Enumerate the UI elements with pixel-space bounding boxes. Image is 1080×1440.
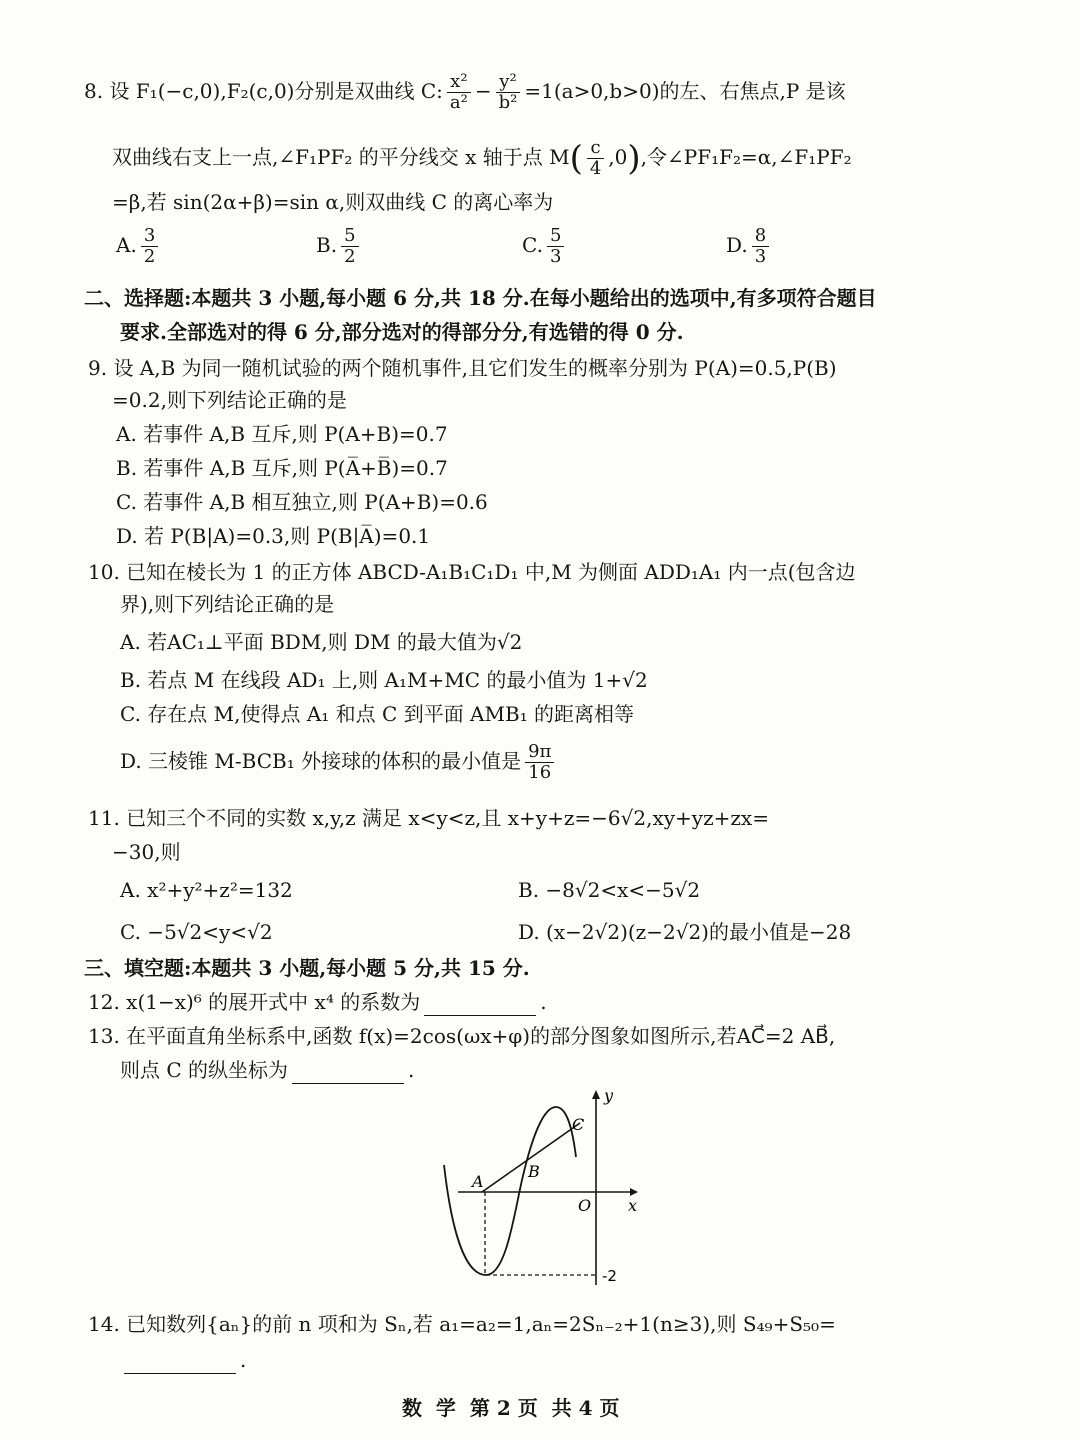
- q12-text: 12. x(1−x)⁶ 的展开式中 x⁴ 的系数为: [88, 990, 421, 1014]
- label-y-tick: -2: [602, 1267, 617, 1285]
- page-footer: 数 学 第 2 页 共 4 页: [402, 1396, 620, 1420]
- q8-option-b-den: 2: [344, 246, 356, 267]
- q8-line1-tail: =1(a>0,b>0)的左、右焦点,P 是该: [524, 79, 846, 103]
- q8-line2-tail: ,0: [608, 145, 628, 169]
- q13-line2-text: 则点 C 的纵坐标为: [120, 1058, 289, 1082]
- y-axis-arrow: [592, 1090, 600, 1099]
- q13-line2: [120, 1056, 414, 1084]
- q9-option-d: D. 若 P(B|A)=0.3,则 P(B|A̅)=0.1: [116, 524, 431, 548]
- q8-option-b-num: 5: [341, 226, 358, 247]
- q8-option-a-num: 3: [141, 226, 158, 247]
- q8-option-d-label: D.: [726, 233, 748, 257]
- q10-option-c: C. 存在点 M,使得点 A₁ 和点 C 到平面 AMB₁ 的距离相等: [120, 702, 635, 726]
- q8-frac-y2b2: [496, 72, 521, 113]
- q10-option-d-frac: [525, 742, 554, 783]
- q8-option-d-den: 3: [754, 246, 767, 267]
- q8-paren-open: (: [569, 138, 583, 179]
- q12-answer-blank[interactable]: [424, 995, 536, 1016]
- q10-line1: 10. 已知在棱长为 1 的正方体 ABCD-A₁B₁C₁D₁ 中,M 为侧面 ADD₁A₁ 内一点(包含边: [88, 560, 856, 584]
- q9-line2: =0.2,则下列结论正确的是: [112, 388, 347, 412]
- section2-heading-line1: 二、选择题:本题共 3 小题,每小题 6 分,共 18 分.在每小题给出的选项中,有多项符合题目: [84, 286, 877, 310]
- q9-option-b: B. 若事件 A,B 互斥,则 P(A̅+B̅)=0.7: [116, 456, 448, 480]
- q8-line1-head: 8. 设 F₁(−c,0),F₂(c,0)分别是双曲线 C:: [84, 79, 443, 103]
- line-ac: [482, 1123, 580, 1192]
- q13-function-graph: [430, 1085, 650, 1285]
- q8-option-b-frac: [341, 226, 358, 267]
- q10-option-d-den: 16: [528, 762, 552, 783]
- q8-frac-x2a2: [447, 72, 471, 113]
- q12-end: .: [540, 990, 547, 1014]
- q11-option-b: B. −8√2<x<−5√2: [518, 878, 701, 902]
- section2-heading-line2: 要求.全部选对的得 6 分,部分选对的得部分分,有选错的得 0 分.: [120, 320, 684, 344]
- q14-line2: [120, 1346, 246, 1374]
- q8-frac2-den: b²: [498, 92, 518, 113]
- label-point-c: C: [572, 1115, 585, 1134]
- label-origin: O: [578, 1196, 592, 1215]
- q8-frac2-num: y²: [496, 72, 521, 93]
- q13-end: .: [408, 1058, 415, 1082]
- q8-option-a-label: A.: [116, 233, 137, 257]
- q10-option-b: B. 若点 M 在线段 AD₁ 上,则 A₁M+MC 的最小值为 1+√2: [120, 668, 648, 692]
- q14-answer-blank[interactable]: [124, 1353, 236, 1374]
- q10-option-d: [120, 742, 558, 783]
- q8-option-b-label: B.: [316, 233, 338, 257]
- q10-line2: 界),则下列结论正确的是: [120, 592, 335, 616]
- q10-option-d-text: D. 三棱锥 M-BCB₁ 外接球的体积的最小值是: [120, 749, 522, 773]
- label-y: y: [604, 1086, 614, 1105]
- q14-end: .: [240, 1348, 247, 1372]
- q8-line2: [112, 138, 852, 179]
- q8-paren-close: ): [627, 138, 641, 179]
- q8-line1: [84, 72, 846, 113]
- q8-mfrac-den: 4: [589, 158, 602, 179]
- q13-answer-blank[interactable]: [292, 1063, 404, 1084]
- q8-line3: =β,若 sin(2α+β)=sin α,则双曲线 C 的离心率为: [112, 190, 554, 214]
- q9-option-c: C. 若事件 A,B 相互独立,则 P(A+B)=0.6: [116, 490, 488, 514]
- q8-line2-head: 双曲线右支上一点,∠F₁PF₂ 的平分线交 x 轴于点 M: [112, 145, 570, 169]
- q8-option-d-frac: [752, 226, 769, 267]
- q10-option-a: A. 若AC₁⊥平面 BDM,则 DM 的最大值为√2: [120, 630, 523, 654]
- label-point-a: A: [472, 1172, 484, 1191]
- q8-option-c-label: C.: [522, 233, 543, 257]
- q12: [88, 988, 547, 1016]
- q9-option-a: A. 若事件 A,B 互斥,则 P(A+B)=0.7: [116, 422, 448, 446]
- q13-line1: 13. 在平面直角坐标系中,函数 f(x)=2cos(ωx+φ)的部分图象如图所示,若AC⃗=2 AB⃗,: [88, 1024, 836, 1048]
- label-x: x: [628, 1196, 638, 1215]
- q8-frac1-num: x²: [447, 72, 471, 93]
- q8-option-c-num: 5: [547, 226, 564, 247]
- q8-option-a: [116, 226, 162, 267]
- q11-line2: −30,则: [112, 840, 181, 864]
- q14-line1: 14. 已知数列{aₙ}的前 n 项和为 Sₙ,若 a₁=a₂=1,aₙ=2Sₙ₋₂+1(n≥3),则 S₄₉+S₅₀=: [88, 1312, 836, 1336]
- cosine-curve: [444, 1107, 576, 1275]
- q8-option-d: [726, 226, 773, 267]
- q8-frac-c4: [587, 138, 604, 179]
- q8-minus: −: [474, 79, 492, 103]
- q8-option-d-num: 8: [752, 226, 769, 247]
- q8-option-c: [522, 226, 568, 267]
- q8-option-c-frac: [547, 226, 564, 267]
- q8-option-b: [316, 226, 363, 267]
- q10-option-d-num: 9π: [525, 742, 554, 763]
- section3-heading: 三、填空题:本题共 3 小题,每小题 5 分,共 15 分.: [84, 956, 530, 980]
- q11-option-c: C. −5√2<y<√2: [120, 920, 273, 944]
- label-point-b: B: [528, 1162, 540, 1181]
- q11-line1: 11. 已知三个不同的实数 x,y,z 满足 x<y<z,且 x+y+z=−6√2,xy+yz+zx=: [88, 806, 769, 830]
- q8-option-a-den: 2: [143, 246, 156, 267]
- q11-option-a: A. x²+y²+z²=132: [120, 878, 293, 902]
- q8-frac1-den: a²: [449, 92, 468, 113]
- q8-mfrac-num: c: [587, 138, 604, 159]
- q8-line2-end: ,令∠PF₁F₂=α,∠F₁PF₂: [640, 145, 852, 169]
- x-axis-arrow: [630, 1188, 638, 1196]
- q8-option-c-den: 3: [549, 246, 562, 267]
- q9-line1: 9. 设 A,B 为同一随机试验的两个随机事件,且它们发生的概率分别为 P(A)=0.5,P(B): [88, 356, 837, 380]
- q11-option-d: D. (x−2√2)(z−2√2)的最小值是−28: [518, 920, 852, 944]
- q8-option-a-frac: [141, 226, 158, 267]
